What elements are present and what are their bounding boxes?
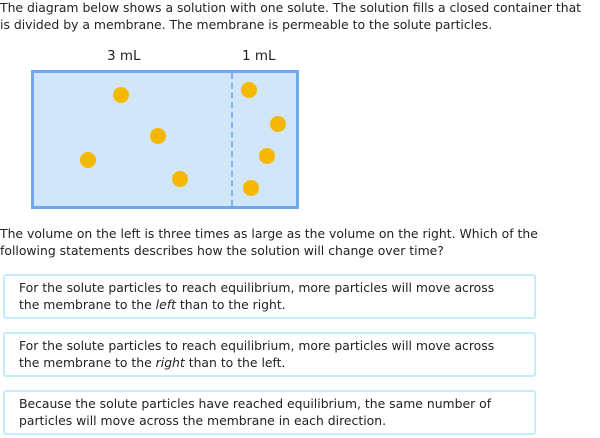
answer-option-2[interactable] [3, 332, 536, 377]
intro-text: is divided by a membrane. The membrane is permeable to the solute particles. [0, 17, 493, 32]
particle [113, 87, 129, 103]
option-text: Because the solute particles have reached equilibrium, the same number of [19, 396, 492, 411]
membrane [231, 73, 233, 206]
option-text: For the solute particles to reach equilibrium, more particles will move across [19, 280, 495, 295]
option-text: For the solute particles to reach equilibrium, more particles will move across [19, 338, 495, 353]
particle [150, 128, 166, 144]
particle [270, 116, 286, 132]
option-emphasis: right [155, 355, 185, 370]
right-volume-label: 1 mL [242, 48, 276, 64]
option-text: the membrane to the [19, 297, 156, 312]
left-volume-label: 3 mL [107, 48, 141, 64]
option-text: than to the left. [184, 355, 286, 370]
answer-option-1[interactable] [3, 274, 536, 319]
question-text: following statements describes how the solution will change over time? [0, 243, 444, 258]
option-text: the membrane to the [19, 355, 156, 370]
answer-option-3[interactable] [3, 390, 536, 435]
particle [241, 82, 257, 98]
option-emphasis: left [155, 297, 176, 312]
container-diagram [31, 70, 299, 209]
question-text: The volume on the left is three times as large as the volume on the right. Which of the [0, 226, 538, 241]
intro-text: The diagram below shows a solution with one solute. The solution fills a closed container that [0, 0, 582, 15]
option-text: than to the right. [175, 297, 286, 312]
particle [172, 171, 188, 187]
particle [243, 180, 259, 196]
option-text: particles will move across the membrane in each direction. [19, 413, 387, 428]
particle [259, 148, 275, 164]
particle [80, 152, 96, 168]
